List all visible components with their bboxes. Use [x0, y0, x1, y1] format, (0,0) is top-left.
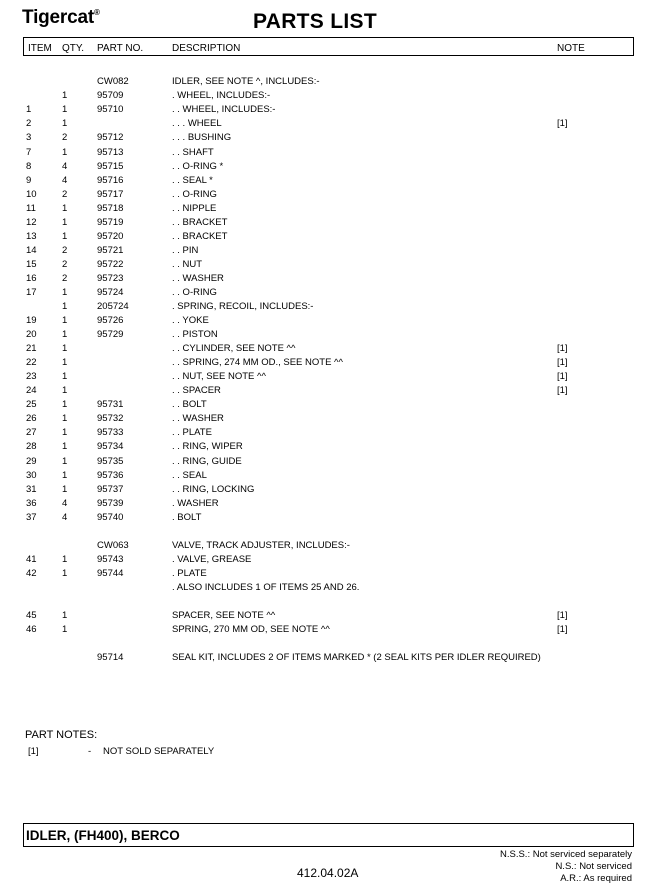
cell-desc: . . NIPPLE	[172, 203, 217, 214]
registered-mark: ®	[93, 8, 100, 17]
cell-qty: 4	[62, 498, 68, 509]
cell-qty: 1	[62, 413, 68, 424]
cell-item: 12	[26, 217, 37, 228]
cell-qty: 1	[62, 287, 68, 298]
table-row	[0, 342, 651, 356]
cell-qty: 1	[62, 610, 68, 621]
cell-desc: . . SPACER	[172, 385, 221, 396]
cell-desc: . SPRING, RECOIL, INCLUDES:-	[172, 301, 314, 312]
cell-qty: 1	[62, 329, 68, 340]
cell-qty: 1	[62, 624, 68, 635]
cell-qty: 2	[62, 245, 68, 256]
table-row	[0, 314, 651, 328]
cell-qty: 1	[62, 441, 68, 452]
abbreviation-ar: A.R.: As required	[560, 873, 632, 884]
cell-desc: . . WASHER	[172, 413, 224, 424]
cell-note: [1]	[557, 610, 568, 621]
cell-qty: 2	[62, 259, 68, 270]
cell-part: 95714	[97, 652, 124, 663]
cell-desc: . . BRACKET	[172, 217, 228, 228]
part-note-text: NOT SOLD SEPARATELY	[103, 746, 215, 757]
cell-qty: 1	[62, 568, 68, 579]
cell-desc: . . O-RING	[172, 189, 217, 200]
cell-item: 9	[26, 175, 32, 186]
cell-desc: SPACER, SEE NOTE ^^	[172, 610, 276, 621]
cell-part: 95724	[97, 287, 124, 298]
cell-part: 95731	[97, 399, 124, 410]
table-row	[0, 328, 651, 342]
cell-item: 19	[26, 315, 37, 326]
table-row	[0, 160, 651, 174]
cell-desc: . . PLATE	[172, 427, 212, 438]
cell-desc: . . SEAL	[172, 470, 207, 481]
cell-desc: . . WHEEL, INCLUDES:-	[172, 104, 276, 115]
cell-part: 95739	[97, 498, 124, 509]
cell-item: 11	[26, 203, 36, 214]
cell-desc: . . BOLT	[172, 399, 207, 410]
table-row	[0, 609, 651, 623]
cell-desc: . . WASHER	[172, 273, 224, 284]
cell-desc: . . PIN	[172, 245, 199, 256]
cell-part: 95719	[97, 217, 124, 228]
table-row	[0, 651, 651, 665]
assembly-title: IDLER, (FH400), BERCO	[26, 828, 180, 843]
cell-qty: 1	[62, 456, 68, 467]
table-row	[0, 511, 651, 525]
cell-part: 95740	[97, 512, 124, 523]
cell-desc: . . NUT	[172, 259, 203, 270]
cell-qty: 1	[62, 90, 68, 101]
cell-item: 42	[26, 568, 37, 579]
cell-desc: . . . BUSHING	[172, 132, 232, 143]
cell-desc: . . SPRING, 274 MM OD., SEE NOTE ^^	[172, 357, 343, 368]
cell-part: CW082	[97, 76, 129, 87]
cell-desc: VALVE, TRACK ADJUSTER, INCLUDES:-	[172, 540, 350, 551]
table-row	[0, 370, 651, 384]
cell-qty: 1	[62, 147, 68, 158]
cell-qty: 1	[62, 118, 68, 129]
table-row	[0, 553, 651, 567]
cell-part: CW063	[97, 540, 129, 551]
cell-desc: . . O-RING *	[172, 161, 224, 172]
table-row	[0, 356, 651, 370]
cell-desc: . . SHAFT	[172, 147, 214, 158]
table-row	[0, 300, 651, 314]
cell-desc: . . RING, WIPER	[172, 441, 243, 452]
cell-desc: . . PISTON	[172, 329, 218, 340]
cell-part: 95733	[97, 427, 124, 438]
table-row	[0, 398, 651, 412]
table-row	[0, 426, 651, 440]
cell-part: 95732	[97, 413, 124, 424]
column-header-qty: QTY.	[62, 43, 85, 54]
column-header-note: NOTE	[557, 43, 585, 54]
cell-item: 13	[26, 231, 37, 242]
cell-part: 205724	[97, 301, 129, 312]
cell-item: 26	[26, 413, 37, 424]
part-note-mark: [1]	[28, 746, 39, 757]
column-header-item: ITEM	[28, 43, 52, 54]
cell-note: [1]	[557, 371, 568, 382]
cell-qty: 1	[62, 484, 68, 495]
part-note-dash: -	[88, 746, 92, 757]
cell-part: 95736	[97, 470, 124, 481]
table-row	[0, 216, 651, 230]
cell-qty: 1	[62, 470, 68, 481]
cell-note: [1]	[557, 357, 568, 368]
cell-qty: 1	[62, 301, 68, 312]
cell-part: 95715	[97, 161, 124, 172]
cell-part: 95722	[97, 259, 124, 270]
table-row	[0, 581, 651, 595]
cell-desc: . . YOKE	[172, 315, 209, 326]
table-row	[0, 103, 651, 117]
cell-item: 2	[26, 118, 32, 129]
column-header-part: PART NO.	[97, 43, 144, 54]
cell-desc: . . CYLINDER, SEE NOTE ^^	[172, 343, 296, 354]
cell-item: 46	[26, 624, 37, 635]
cell-desc: . PLATE	[172, 568, 207, 579]
cell-desc: . VALVE, GREASE	[172, 554, 252, 565]
cell-part: 95716	[97, 175, 124, 186]
cell-item: 45	[26, 610, 37, 621]
table-row	[0, 258, 651, 272]
cell-item: 23	[26, 371, 37, 382]
cell-item: 31	[26, 484, 37, 495]
cell-qty: 2	[62, 273, 68, 284]
cell-part: 95726	[97, 315, 124, 326]
abbreviation-ns: N.S.: Not serviced	[555, 861, 632, 872]
cell-desc: . . RING, LOCKING	[172, 484, 255, 495]
cell-item: 16	[26, 273, 37, 284]
table-row	[0, 131, 651, 145]
cell-desc: . WASHER	[172, 498, 219, 509]
cell-desc: IDLER, SEE NOTE ^, INCLUDES:-	[172, 76, 320, 87]
cell-part: 95721	[97, 245, 124, 256]
cell-item: 41	[26, 554, 37, 565]
table-row	[0, 497, 651, 511]
cell-desc: . . NUT, SEE NOTE ^^	[172, 371, 266, 382]
page-title: PARTS LIST	[253, 10, 377, 33]
cell-item: 21	[26, 343, 37, 354]
cell-item: 30	[26, 470, 37, 481]
cell-part: 95720	[97, 231, 124, 242]
table-row	[0, 75, 651, 89]
cell-note: [1]	[557, 343, 568, 354]
cell-part: 95712	[97, 132, 124, 143]
cell-item: 17	[26, 287, 37, 298]
table-row	[0, 146, 651, 160]
cell-note: [1]	[557, 118, 568, 129]
cell-part: 95710	[97, 104, 124, 115]
table-row	[0, 384, 651, 398]
cell-desc: . WHEEL, INCLUDES:-	[172, 90, 271, 101]
cell-desc: SPRING, 270 MM OD, SEE NOTE ^^	[172, 624, 330, 635]
cell-item: 36	[26, 498, 37, 509]
document-number: 412.04.02A	[297, 866, 359, 880]
table-row	[0, 469, 651, 483]
cell-part: 95729	[97, 329, 124, 340]
cell-part: 95718	[97, 203, 124, 214]
cell-item: 3	[26, 132, 32, 143]
cell-desc: . BOLT	[172, 512, 202, 523]
cell-desc: . . SEAL *	[172, 175, 213, 186]
brand-name: Tigercat	[22, 7, 94, 28]
cell-item: 22	[26, 357, 37, 368]
cell-desc: . ALSO INCLUDES 1 OF ITEMS 25 AND 26.	[172, 582, 360, 593]
table-row	[0, 89, 651, 103]
cell-part: 95709	[97, 90, 124, 101]
cell-item: 7	[26, 147, 32, 158]
cell-qty: 1	[62, 203, 68, 214]
cell-item: 37	[26, 512, 37, 523]
cell-qty: 4	[62, 175, 68, 186]
table-row	[0, 539, 651, 553]
part-notes-title: PART NOTES:	[25, 729, 98, 741]
cell-part: 95713	[97, 147, 124, 158]
cell-desc: SEAL KIT, INCLUDES 2 OF ITEMS MARKED * (2 SEAL KITS PER IDLER REQUIRED)	[172, 652, 541, 663]
cell-item: 28	[26, 441, 37, 452]
cell-item: 10	[26, 189, 37, 200]
cell-desc: . . BRACKET	[172, 231, 228, 242]
cell-part: 95735	[97, 456, 124, 467]
cell-part: 95744	[97, 568, 124, 579]
table-row	[0, 272, 651, 286]
cell-desc: . . . WHEEL	[172, 118, 222, 129]
table-row	[0, 286, 651, 300]
table-row	[0, 623, 651, 637]
cell-part: 95734	[97, 441, 124, 452]
cell-item: 14	[26, 245, 37, 256]
table-row	[0, 174, 651, 188]
cell-qty: 1	[62, 554, 68, 565]
cell-qty: 1	[62, 231, 68, 242]
table-row	[0, 188, 651, 202]
cell-note: [1]	[557, 385, 568, 396]
cell-qty: 1	[62, 357, 68, 368]
cell-item: 8	[26, 161, 32, 172]
cell-qty: 1	[62, 104, 68, 115]
cell-qty: 1	[62, 343, 68, 354]
table-row	[0, 117, 651, 131]
table-row	[0, 230, 651, 244]
table-row	[0, 483, 651, 497]
cell-qty: 1	[62, 315, 68, 326]
column-header-description: DESCRIPTION	[172, 43, 241, 54]
cell-qty: 1	[62, 371, 68, 382]
cell-qty: 2	[62, 132, 68, 143]
cell-part: 95737	[97, 484, 124, 495]
table-row	[0, 412, 651, 426]
table-row	[0, 455, 651, 469]
cell-qty: 1	[62, 427, 68, 438]
cell-qty: 1	[62, 399, 68, 410]
cell-part: 95717	[97, 189, 124, 200]
cell-desc: . . RING, GUIDE	[172, 456, 242, 467]
cell-item: 29	[26, 456, 37, 467]
cell-item: 20	[26, 329, 37, 340]
cell-qty: 1	[62, 385, 68, 396]
cell-item: 24	[26, 385, 37, 396]
cell-desc: . . O-RING	[172, 287, 217, 298]
table-row	[0, 244, 651, 258]
cell-qty: 1	[62, 217, 68, 228]
cell-qty: 4	[62, 512, 68, 523]
table-row	[0, 567, 651, 581]
cell-item: 25	[26, 399, 37, 410]
cell-item: 1	[26, 104, 32, 115]
cell-part: 95723	[97, 273, 124, 284]
table-row	[0, 440, 651, 454]
cell-note: [1]	[557, 624, 568, 635]
abbreviation-nss: N.S.S.: Not serviced separately	[500, 849, 632, 860]
table-row	[0, 202, 651, 216]
cell-item: 27	[26, 427, 37, 438]
cell-qty: 2	[62, 189, 68, 200]
cell-item: 15	[26, 259, 37, 270]
cell-part: 95743	[97, 554, 124, 565]
cell-qty: 4	[62, 161, 68, 172]
